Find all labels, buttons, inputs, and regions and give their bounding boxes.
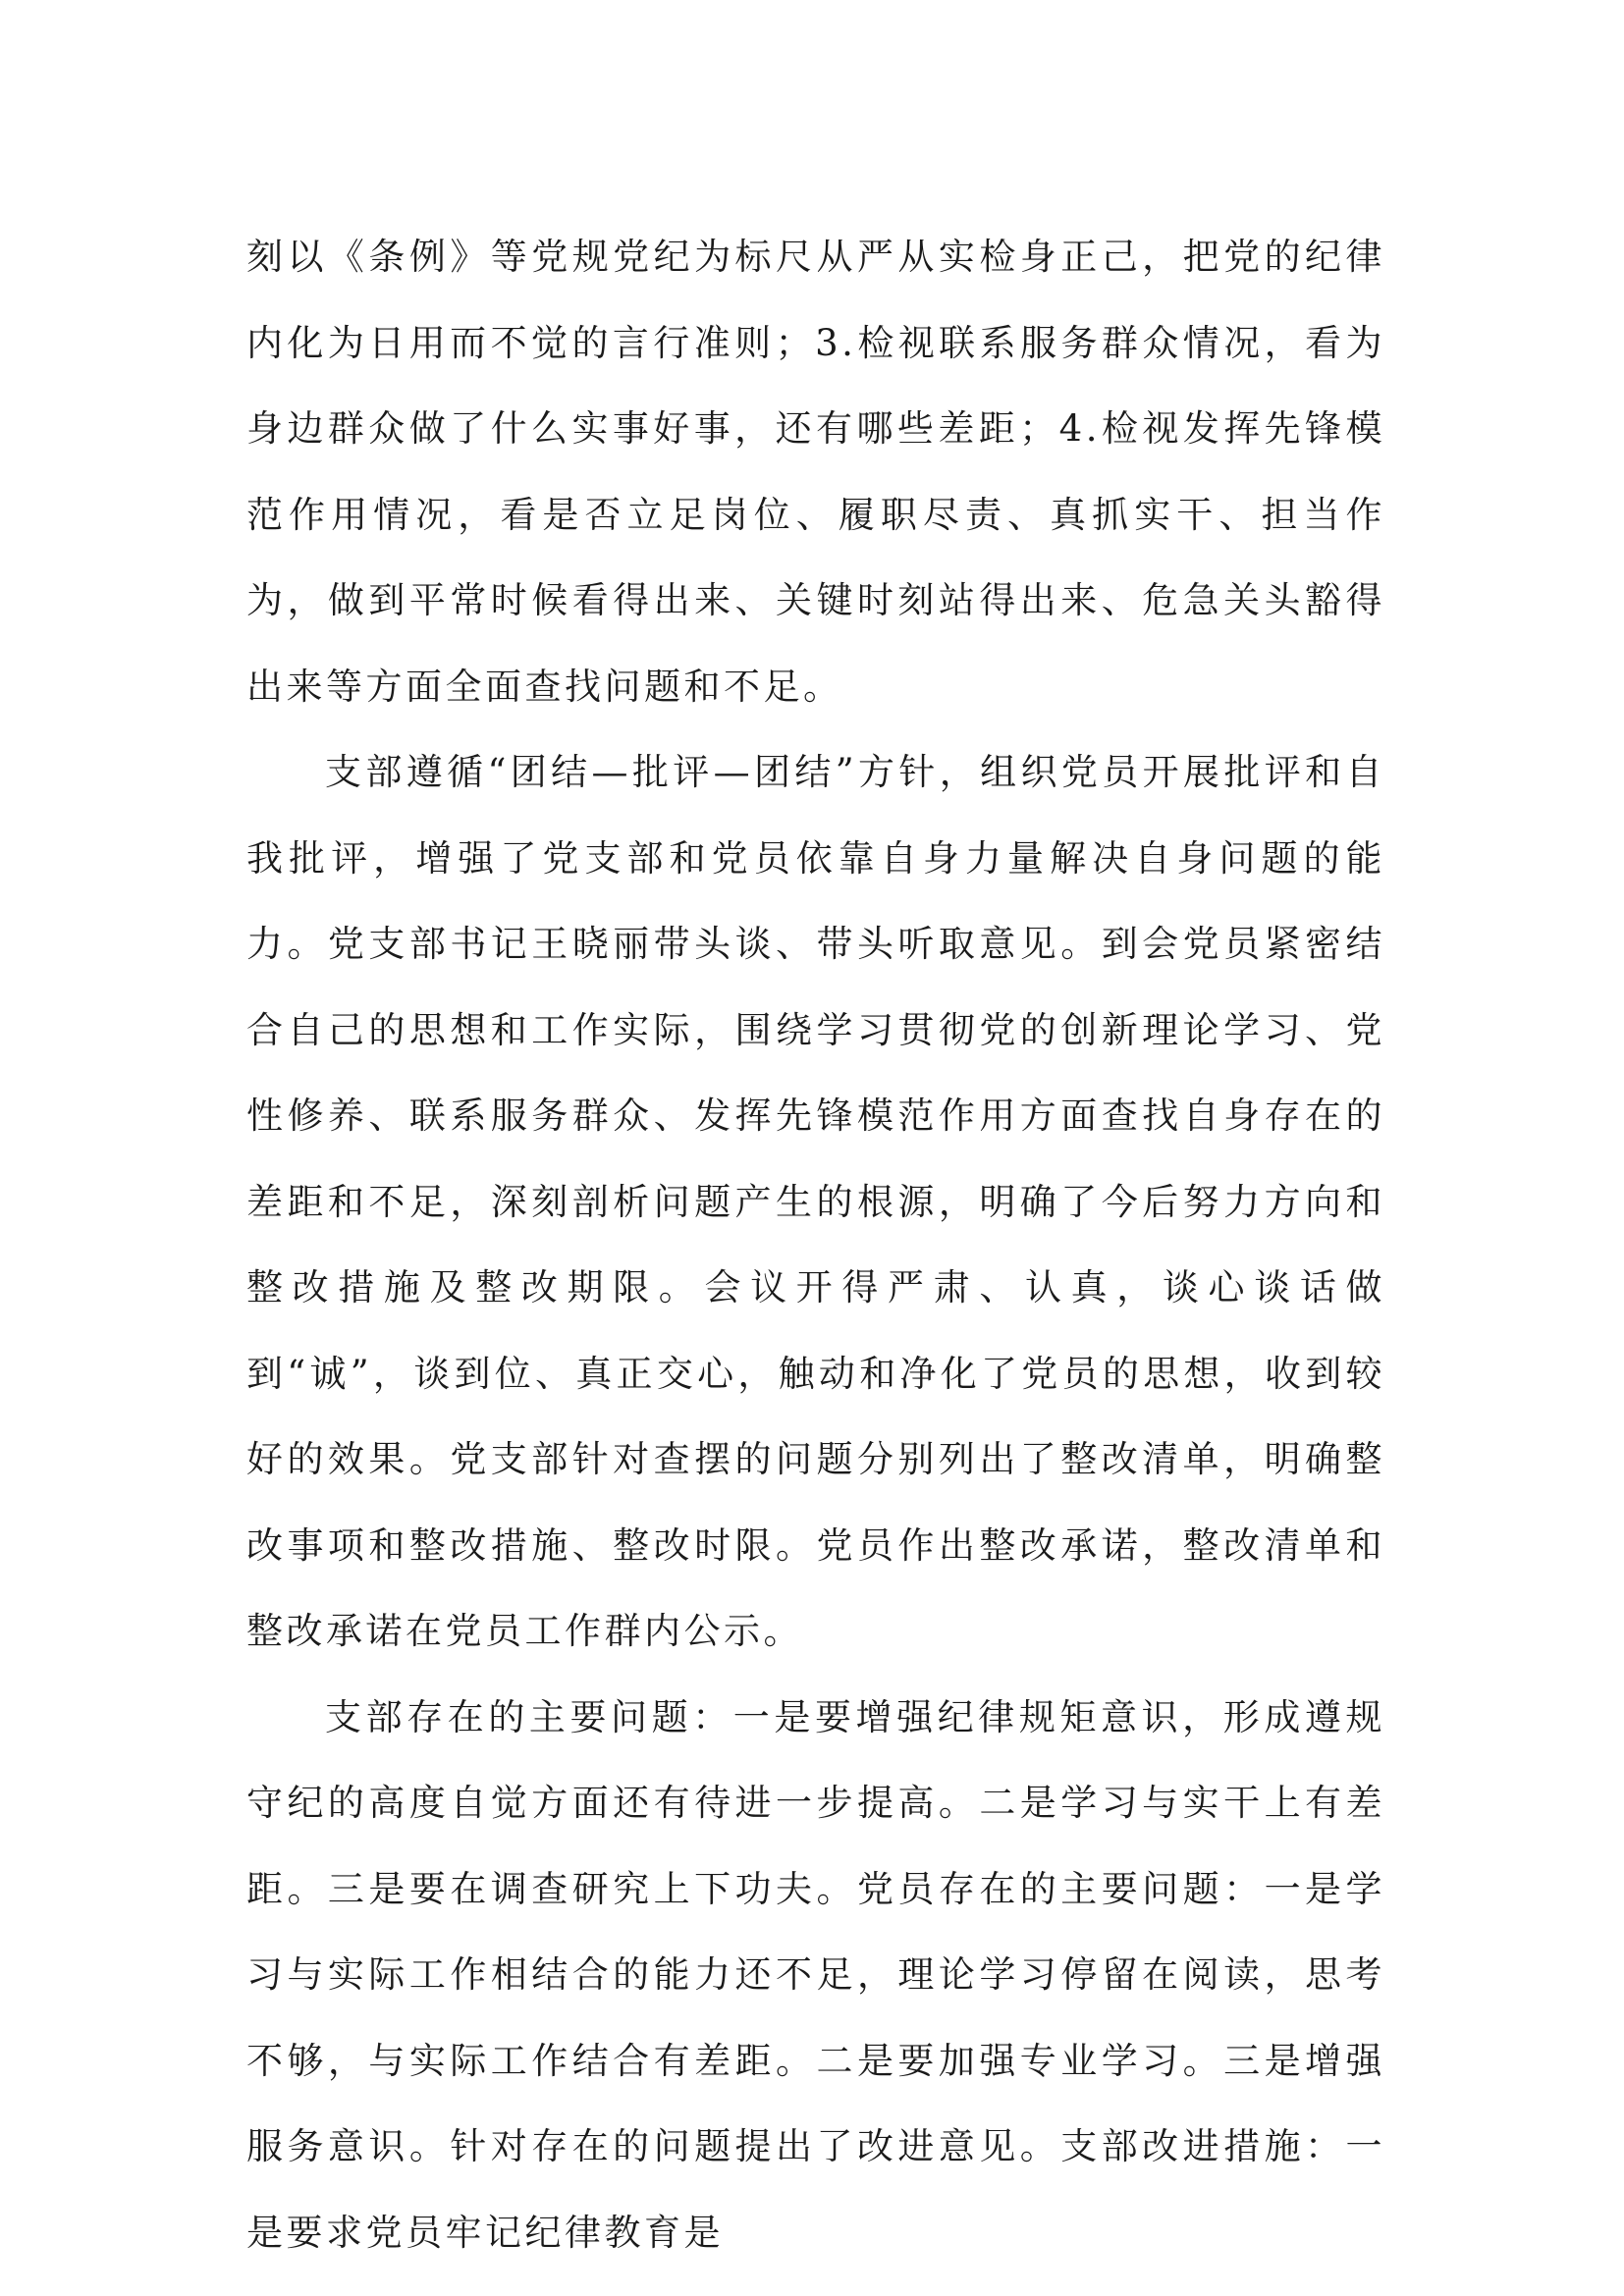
document-body <box>246 214 1385 2275</box>
paragraph-main-problems: 支部存在的主要问题：一是要增强纪律规矩意识，形成遵规守纪的高度自觉方面还有待进一步提高。二是学习与实干上有差距。三是要在调查研究上下功夫。党员存在的主要问题：一是学习与实际工作相结合的能力还不足，理论学习停留在阅读，思考不够，与实际工作结合有差距。二是要加强专业学习。三是增强服务意识。针对存在的问题提出了改进意见。支部改进措施：一是要求党员牢记纪律教育是 <box>246 1695 1385 2254</box>
paragraph-branch-criticism: 支部遵循“团结—批评—团结”方针，组织党员开展批评和自我批评，增强了党支部和党员依靠自身力量解决自身问题的能力。党支部书记王晓丽带头谈、带头听取意见。到会党员紧密结合自己的思想和工作实际，围绕学习贯彻党的创新理论学习、党性修养、联系服务群众、发挥先锋模范作用方面查找自身存在的差距和不足，深刻剖析问题产生的根源，明确了今后努力方向和整改措施及整改期限。会议开得严肃、认真，谈心谈话做到“诚”，谈到位、真正交心，触动和净化了党员的思想，收到较好的效果。党支部针对查摆的问题分别列出了整改清单，明确整改事项和整改措施、整改时限。党员作出整改承诺，整改清单和整改承诺在党员工作群内公示。 <box>246 751 1385 1652</box>
paragraph-continuation: 刻以《条例》等党规党纪为标尺从严从实检身正己，把党的纪律内化为日用而不觉的言行准则；3.检视联系服务群众情况，看为身边群众做了什么实事好事，还有哪些差距；4.检视发挥先锋模范作用情况，看是否立足岗位、履职尽责、真抓实干、担当作为，做到平常时候看得出来、关键时刻站得出来、危急关头豁得出来等方面全面查找问题和不足。 <box>246 236 1385 708</box>
